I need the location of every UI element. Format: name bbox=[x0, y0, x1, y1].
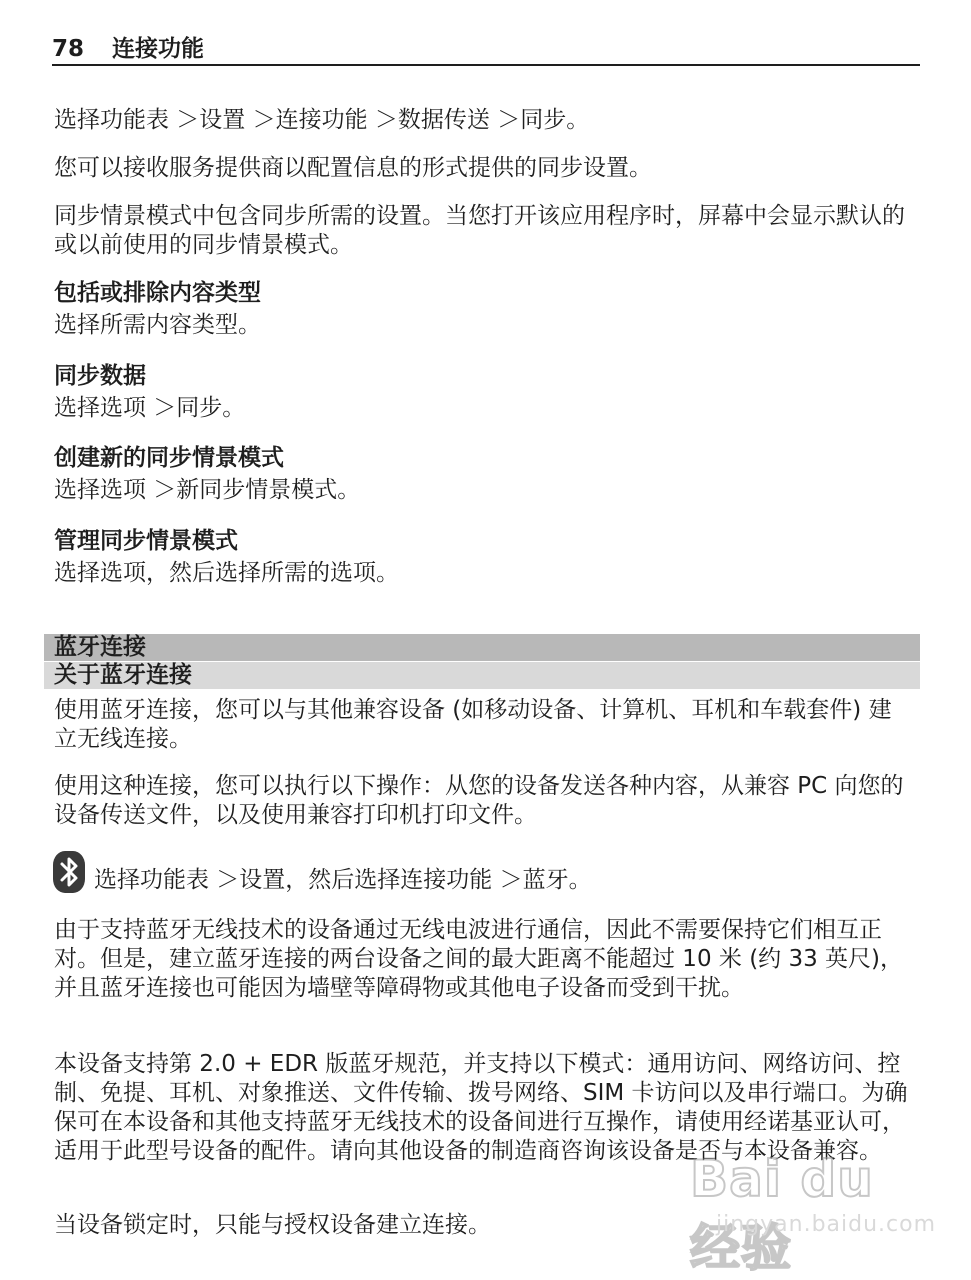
watermark-logo: Bai du 经验 bbox=[690, 1150, 874, 1277]
page-number: 78 bbox=[52, 36, 85, 62]
topic-heading: 管理同步情景模式 bbox=[54, 528, 238, 554]
chapter-title: 连接功能 bbox=[112, 36, 205, 62]
page-header bbox=[52, 34, 920, 66]
topic-heading: 包括或排除内容类型 bbox=[54, 280, 261, 306]
sync-paragraph-1: 您可以接收服务提供商以配置信息的形式提供的同步设置。 bbox=[54, 155, 652, 181]
topic-heading: 同步数据 bbox=[54, 363, 146, 389]
bluetooth-paragraph-2: 使用这种连接，您可以执行以下操作：从您的设备发送各种内容，从兼容 PC 向您的设备传送文件，以及使用兼容打印机打印文件。 bbox=[54, 773, 904, 828]
topic-text: 选择选项，然后选择所需的选项。 bbox=[54, 560, 399, 586]
topic-text: 选择所需内容类型。 bbox=[54, 312, 261, 338]
watermark-url: jingyan.baidu.com bbox=[716, 1212, 937, 1237]
bluetooth-paragraph-5: 当设备锁定时，只能与授权设备建立连接。 bbox=[54, 1212, 491, 1238]
topic-text: 选择选项 ＞新同步情景模式。 bbox=[54, 477, 361, 503]
topic-text: 选择选项 ＞同步。 bbox=[54, 395, 246, 421]
sync-nav-path: 选择功能表 ＞设置 ＞连接功能 ＞数据传送 ＞同步。 bbox=[54, 107, 590, 133]
bluetooth-paragraph-3: 由于支持蓝牙无线技术的设备通过无线电波进行通信，因此不需要保持它们相互正对。但是，建立蓝牙连接的两台设备之间的最大距离不能超过 10 米 (约 33 英尺)，并且蓝牙连接也可能因为墙壁等障碍物或其他电子设备而受到干扰。 bbox=[54, 917, 904, 1001]
sync-paragraph-2: 同步情景模式中包含同步所需的设置。当您打开该应用程序时，屏幕中会显示默认的或以前使用的同步情景模式。 bbox=[54, 203, 905, 258]
bluetooth-icon bbox=[52, 850, 86, 894]
bluetooth-paragraph-4: 本设备支持第 2.0 + EDR 版蓝牙规范，并支持以下模式：通用访问、网络访问、控制、免提、耳机、对象推送、文件传输、拨号网络、SIM 卡访问以及串行端口。为确保可在本设备和其他支持蓝牙无线技术的设备间进行互操作，请使用经诺基亚认可，适用于此型号设备的配件。请向其他设备的制造商咨询该设备是否与本设备兼容。 bbox=[54, 1051, 908, 1164]
bluetooth-nav-path: 选择功能表 ＞设置，然后选择连接功能 ＞蓝牙。 bbox=[94, 867, 592, 893]
bluetooth-paragraph-1: 使用蓝牙连接，您可以与其他兼容设备 (如移动设备、计算机、耳机和车载套件) 建立无线连接。 bbox=[54, 697, 892, 752]
subsection-title-bar: 关于蓝牙连接 bbox=[44, 662, 920, 689]
section-title-bar: 蓝牙连接 bbox=[44, 634, 920, 661]
topic-heading: 创建新的同步情景模式 bbox=[54, 445, 284, 471]
baidu-watermark bbox=[690, 1150, 937, 1277]
